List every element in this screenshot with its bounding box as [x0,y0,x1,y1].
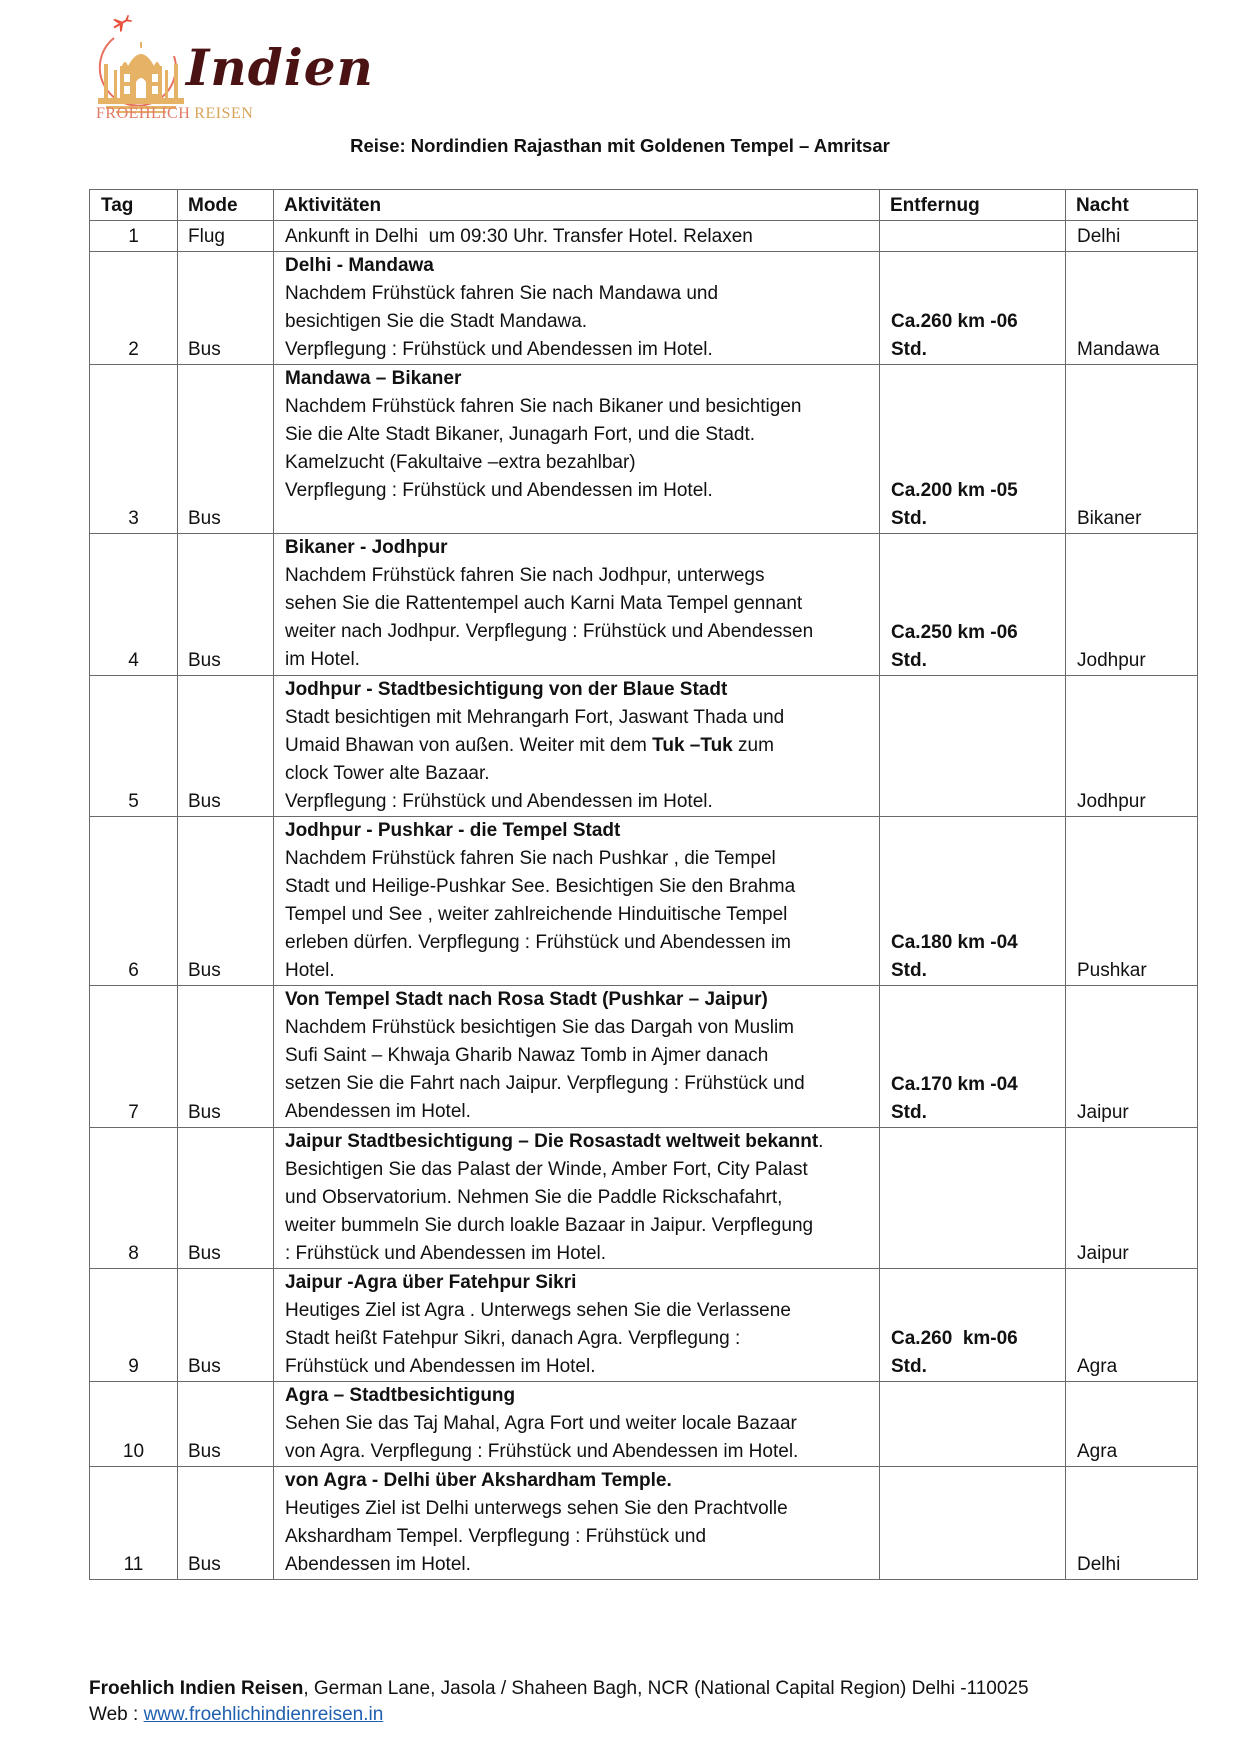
activity-line [285,845,875,873]
activity-line-text: zum [732,735,774,756]
activity-title-text: von Agra - Delhi über Akshardham Temple. [285,1470,672,1491]
cell-tag: 2 [90,252,178,365]
cell-mode: Bus [178,1269,274,1382]
cell-mode: Bus [178,676,274,817]
activity-line-text: Frühstück und Abendessen im Hotel. [285,1356,596,1377]
logo-subtitle-right: REISEN [194,105,254,122]
cell-entfernung [880,365,1066,534]
logo-wordmark: Indien [186,38,374,97]
activity-line-text: Nachdem Frühstück fahren Sie nach Mandawa und [285,283,719,304]
cell-aktivitaeten [274,252,880,365]
duration-text: Std. [891,339,927,360]
activity-title [285,365,875,393]
cell-nacht: Pushkar [1066,817,1198,986]
activity-line [285,308,875,336]
activity-line [285,590,875,618]
cell-nacht: Bikaner [1066,365,1198,534]
activity-title-text: Jaipur Stadtbesichtigung – Die Rosastadt weltweit bekannt [285,1131,819,1152]
cell-nacht: Jodhpur [1066,534,1198,676]
duration-text: Std. [891,650,927,671]
cell-nacht: Delhi [1066,1467,1198,1580]
activity-line [285,901,875,929]
header-nacht: Nacht [1066,190,1198,221]
cell-aktivitaeten [274,1382,880,1467]
activity-title-text: Von Tempel Stadt nach Rosa Stadt (Pushkar – Jaipur) [285,989,768,1010]
cell-tag: 9 [90,1269,178,1382]
cell-tag: 6 [90,817,178,986]
activity-line-text: besichtigen Sie die Stadt Mandawa. [285,311,588,332]
footer-company: Froehlich Indien Reisen [89,1678,304,1699]
cell-mode: Bus [178,1382,274,1467]
activity-title [285,676,875,704]
footer [89,1676,1029,1728]
distance-text: Ca.170 km -04 [891,1074,1018,1095]
activity-line [285,477,875,505]
activity-line-text: Ankunft in Delhi um 09:30 Uhr. Transfer Hotel. Relaxen [285,226,753,247]
cell-aktivitaeten [274,1467,880,1580]
activity-line [285,1410,875,1438]
header-tag: Tag [90,190,178,221]
activity-line [285,788,875,816]
duration-text: Std. [891,508,927,529]
duration-text: Std. [891,960,927,981]
cell-entfernung [880,1269,1066,1382]
table-row [90,1467,1198,1580]
activity-line-text: Heutiges Ziel ist Delhi unterwegs sehen Sie den Prachtvolle [285,1498,788,1519]
cell-aktivitaeten [274,534,880,676]
cell-entfernung [880,817,1066,986]
activity-line [285,873,875,901]
activity-line-text: Nachdem Frühstück fahren Sie nach Bikaner und besichtigen [285,396,802,417]
activity-line-text: Sie die Alte Stadt Bikaner, Junagarh Fort, und die Stadt. [285,424,756,445]
activity-line [285,1212,875,1240]
activity-line [285,562,875,590]
table-header-row [90,190,1198,221]
cell-tag: 1 [90,221,178,252]
activity-title [285,817,875,845]
activity-line [285,618,875,646]
activity-line-text: : Frühstück und Abendessen im Hotel. [285,1243,607,1264]
activity-line-text: Abendessen im Hotel. [285,1101,471,1122]
cell-nacht: Delhi [1066,221,1198,252]
activity-line [285,1070,875,1098]
cell-aktivitaeten [274,986,880,1128]
cell-mode: Bus [178,252,274,365]
activity-title-text: Agra – Stadtbesichtigung [285,1385,516,1406]
cell-tag: 10 [90,1382,178,1467]
activity-line [285,1495,875,1523]
activity-title-text: Delhi - Mandawa [285,255,434,276]
activity-line-text: Stadt besichtigen mit Mehrangarh Fort, Jaswant Thada und [285,707,785,728]
activity-line-text: Besichtigen Sie das Palast der Winde, Amber Fort, City Palast [285,1159,808,1180]
cell-tag: 3 [90,365,178,534]
activity-line-text: Sufi Saint – Khwaja Gharib Nawaz Tomb in Ajmer danach [285,1045,769,1066]
activity-title [285,1269,875,1297]
activity-line [285,1014,875,1042]
activity-line-text: Kamelzucht (Fakultaive –extra bezahlbar) [285,452,636,473]
footer-address-line [89,1676,1029,1702]
activity-title [285,534,875,562]
table-row [90,1382,1198,1467]
activity-line-text: Stadt und Heilige-Pushkar See. Besichtigen Sie den Brahma [285,876,796,897]
activity-line [285,957,875,985]
table-row [90,252,1198,365]
cell-entfernung [880,676,1066,817]
cell-mode: Bus [178,1467,274,1580]
activity-line [285,1240,875,1268]
activity-line [285,421,875,449]
cell-tag: 5 [90,676,178,817]
activity-line [285,1156,875,1184]
activity-line-text: Verpflegung : Frühstück und Abendessen im Hotel. [285,339,713,360]
activity-title [285,1128,875,1156]
table-row [90,534,1198,676]
cell-mode: Flug [178,221,274,252]
document-title: Reise: Nordindien Rajasthan mit Goldenen Tempel – Amritsar [350,135,890,156]
distance-text: Ca.250 km -06 [891,622,1018,643]
logo-subtitle [96,102,253,126]
activity-line-text: Verpflegung : Frühstück und Abendessen im Hotel. [285,480,713,501]
cell-nacht: Jodhpur [1066,676,1198,817]
activity-line [285,449,875,477]
activity-title [285,1467,875,1495]
table-row [90,1128,1198,1269]
cell-aktivitaeten [274,221,880,252]
activity-line-text: Umaid Bhawan von außen. Weiter mit dem [285,735,653,756]
activity-line-text: Nachdem Frühstück fahren Sie nach Pushkar , die Tempel [285,848,776,869]
activity-title-text: Bikaner - Jodhpur [285,537,448,558]
table-row [90,1269,1198,1382]
duration-text: Std. [891,1356,927,1377]
activity-title-text: Mandawa – Bikaner [285,368,462,389]
activity-line [285,1438,875,1466]
activity-bold-text: Tuk –Tuk [652,735,733,756]
activity-line [285,336,875,364]
table-row [90,365,1198,534]
cell-entfernung [880,1467,1066,1580]
activity-line [285,1042,875,1070]
activity-line-text: im Hotel. [285,649,360,670]
cell-tag: 11 [90,1467,178,1580]
cell-tag: 8 [90,1128,178,1269]
header-entfernung: Entfernug [880,190,1066,221]
activity-line [285,393,875,421]
cell-aktivitaeten [274,1269,880,1382]
footer-web-line [89,1702,1029,1728]
footer-address: , German Lane, Jasola / Shaheen Bagh, NCR (National Capital Region) Delhi -110025 [303,1678,1029,1699]
activity-line [285,1325,875,1353]
cell-nacht: Jaipur [1066,986,1198,1128]
cell-aktivitaeten [274,365,880,534]
cell-nacht: Jaipur [1066,1128,1198,1269]
cell-nacht: Agra [1066,1269,1198,1382]
cell-aktivitaeten [274,817,880,986]
activity-line-text: erleben dürfen. Verpflegung : Frühstück und Abendessen im [285,932,791,953]
cell-mode: Bus [178,986,274,1128]
header-aktivitaeten: Aktivitäten [274,190,880,221]
activity-line-text: Tempel und See , weiter zahlreichende Hinduitische Tempel [285,904,788,925]
cell-mode: Bus [178,534,274,676]
activity-title-suffix: . [818,1131,824,1152]
distance-text: Ca.260 km-06 [891,1328,1018,1349]
cell-entfernung [880,252,1066,365]
activity-line [285,280,875,308]
cell-mode: Bus [178,817,274,986]
cell-entfernung [880,221,1066,252]
logo-subtitle-left: FROEHLICH [96,105,191,122]
cell-nacht: Mandawa [1066,252,1198,365]
distance-text: Ca.260 km -06 [891,311,1018,332]
table-row [90,676,1198,817]
activity-line-text: Abendessen im Hotel. [285,1554,471,1575]
activity-title-text: Jodhpur - Stadtbesichtigung von der Blaue Stadt [285,679,728,700]
table-row [90,221,1198,252]
activity-line-text: weiter bummeln Sie durch loakle Bazaar in Jaipur. Verpflegung [285,1215,814,1236]
activity-title-text: Jaipur -Agra über Fatehpur Sikri [285,1272,577,1293]
cell-nacht: Agra [1066,1382,1198,1467]
activity-line-text: und Observatorium. Nehmen Sie die Paddle Rickschafahrt, [285,1187,783,1208]
footer-web-link[interactable]: www.froehlichindienreisen.in [143,1704,384,1725]
activity-line-text: von Agra. Verpflegung : Frühstück und Abendessen im Hotel. [285,1441,799,1462]
activity-line [285,732,875,760]
duration-text: Std. [891,1102,927,1123]
distance-text: Ca.200 km -05 [891,480,1018,501]
table-row [90,986,1198,1128]
activity-line [285,929,875,957]
activity-line-text: clock Tower alte Bazaar. [285,763,490,784]
activity-title-text: Jodhpur - Pushkar - die Tempel Stadt [285,820,621,841]
cell-tag: 7 [90,986,178,1128]
activity-line-text: Hotel. [285,960,335,981]
activity-line-text: Heutiges Ziel ist Agra . Unterwegs sehen Sie die Verlassene [285,1300,791,1321]
activity-line-text: Sehen Sie das Taj Mahal, Agra Fort und weiter locale Bazaar [285,1413,797,1434]
activity-line-text: Akshardham Tempel. Verpflegung : Frühstück und [285,1526,707,1547]
cell-entfernung [880,534,1066,676]
cell-entfernung [880,1382,1066,1467]
table-body [90,221,1198,1580]
activity-line [285,1098,875,1126]
activity-line-text: weiter nach Jodhpur. Verpflegung : Frühstück und Abendessen [285,621,814,642]
activity-line-text: setzen Sie die Fahrt nach Jaipur. Verpflegung : Frühstück und [285,1073,805,1094]
itinerary-table [89,189,1198,1580]
footer-web-label: Web : [89,1704,144,1725]
activity-line [285,646,875,674]
table-row [90,817,1198,986]
activity-line [285,1184,875,1212]
cell-entfernung [880,986,1066,1128]
activity-line [285,1353,875,1381]
cell-aktivitaeten [274,1128,880,1269]
cell-mode: Bus [178,1128,274,1269]
activity-line [285,760,875,788]
activity-line [285,704,875,732]
cell-tag: 4 [90,534,178,676]
activity-line-text: Stadt heißt Fatehpur Sikri, danach Agra. Verpflegung : [285,1328,741,1349]
activity-line [285,1297,875,1325]
activity-title [285,1382,875,1410]
distance-text: Ca.180 km -04 [891,932,1018,953]
activity-line-text: Nachdem Frühstück besichtigen Sie das Dargah von Muslim [285,1017,795,1038]
activity-line-text: sehen Sie die Rattentempel auch Karni Mata Tempel gennant [285,593,803,614]
activity-line [285,1523,875,1551]
header-mode: Mode [178,190,274,221]
plane-icon [111,14,134,34]
cell-entfernung [880,1128,1066,1269]
cell-aktivitaeten [274,676,880,817]
activity-line [285,223,875,251]
activity-title [285,986,875,1014]
activity-title [285,252,875,280]
activity-line-text: Verpflegung : Frühstück und Abendessen im Hotel. [285,791,713,812]
company-logo [88,14,374,126]
cell-mode: Bus [178,365,274,534]
activity-line [285,1551,875,1579]
activity-line-text: Nachdem Frühstück fahren Sie nach Jodhpur, unterwegs [285,565,765,586]
